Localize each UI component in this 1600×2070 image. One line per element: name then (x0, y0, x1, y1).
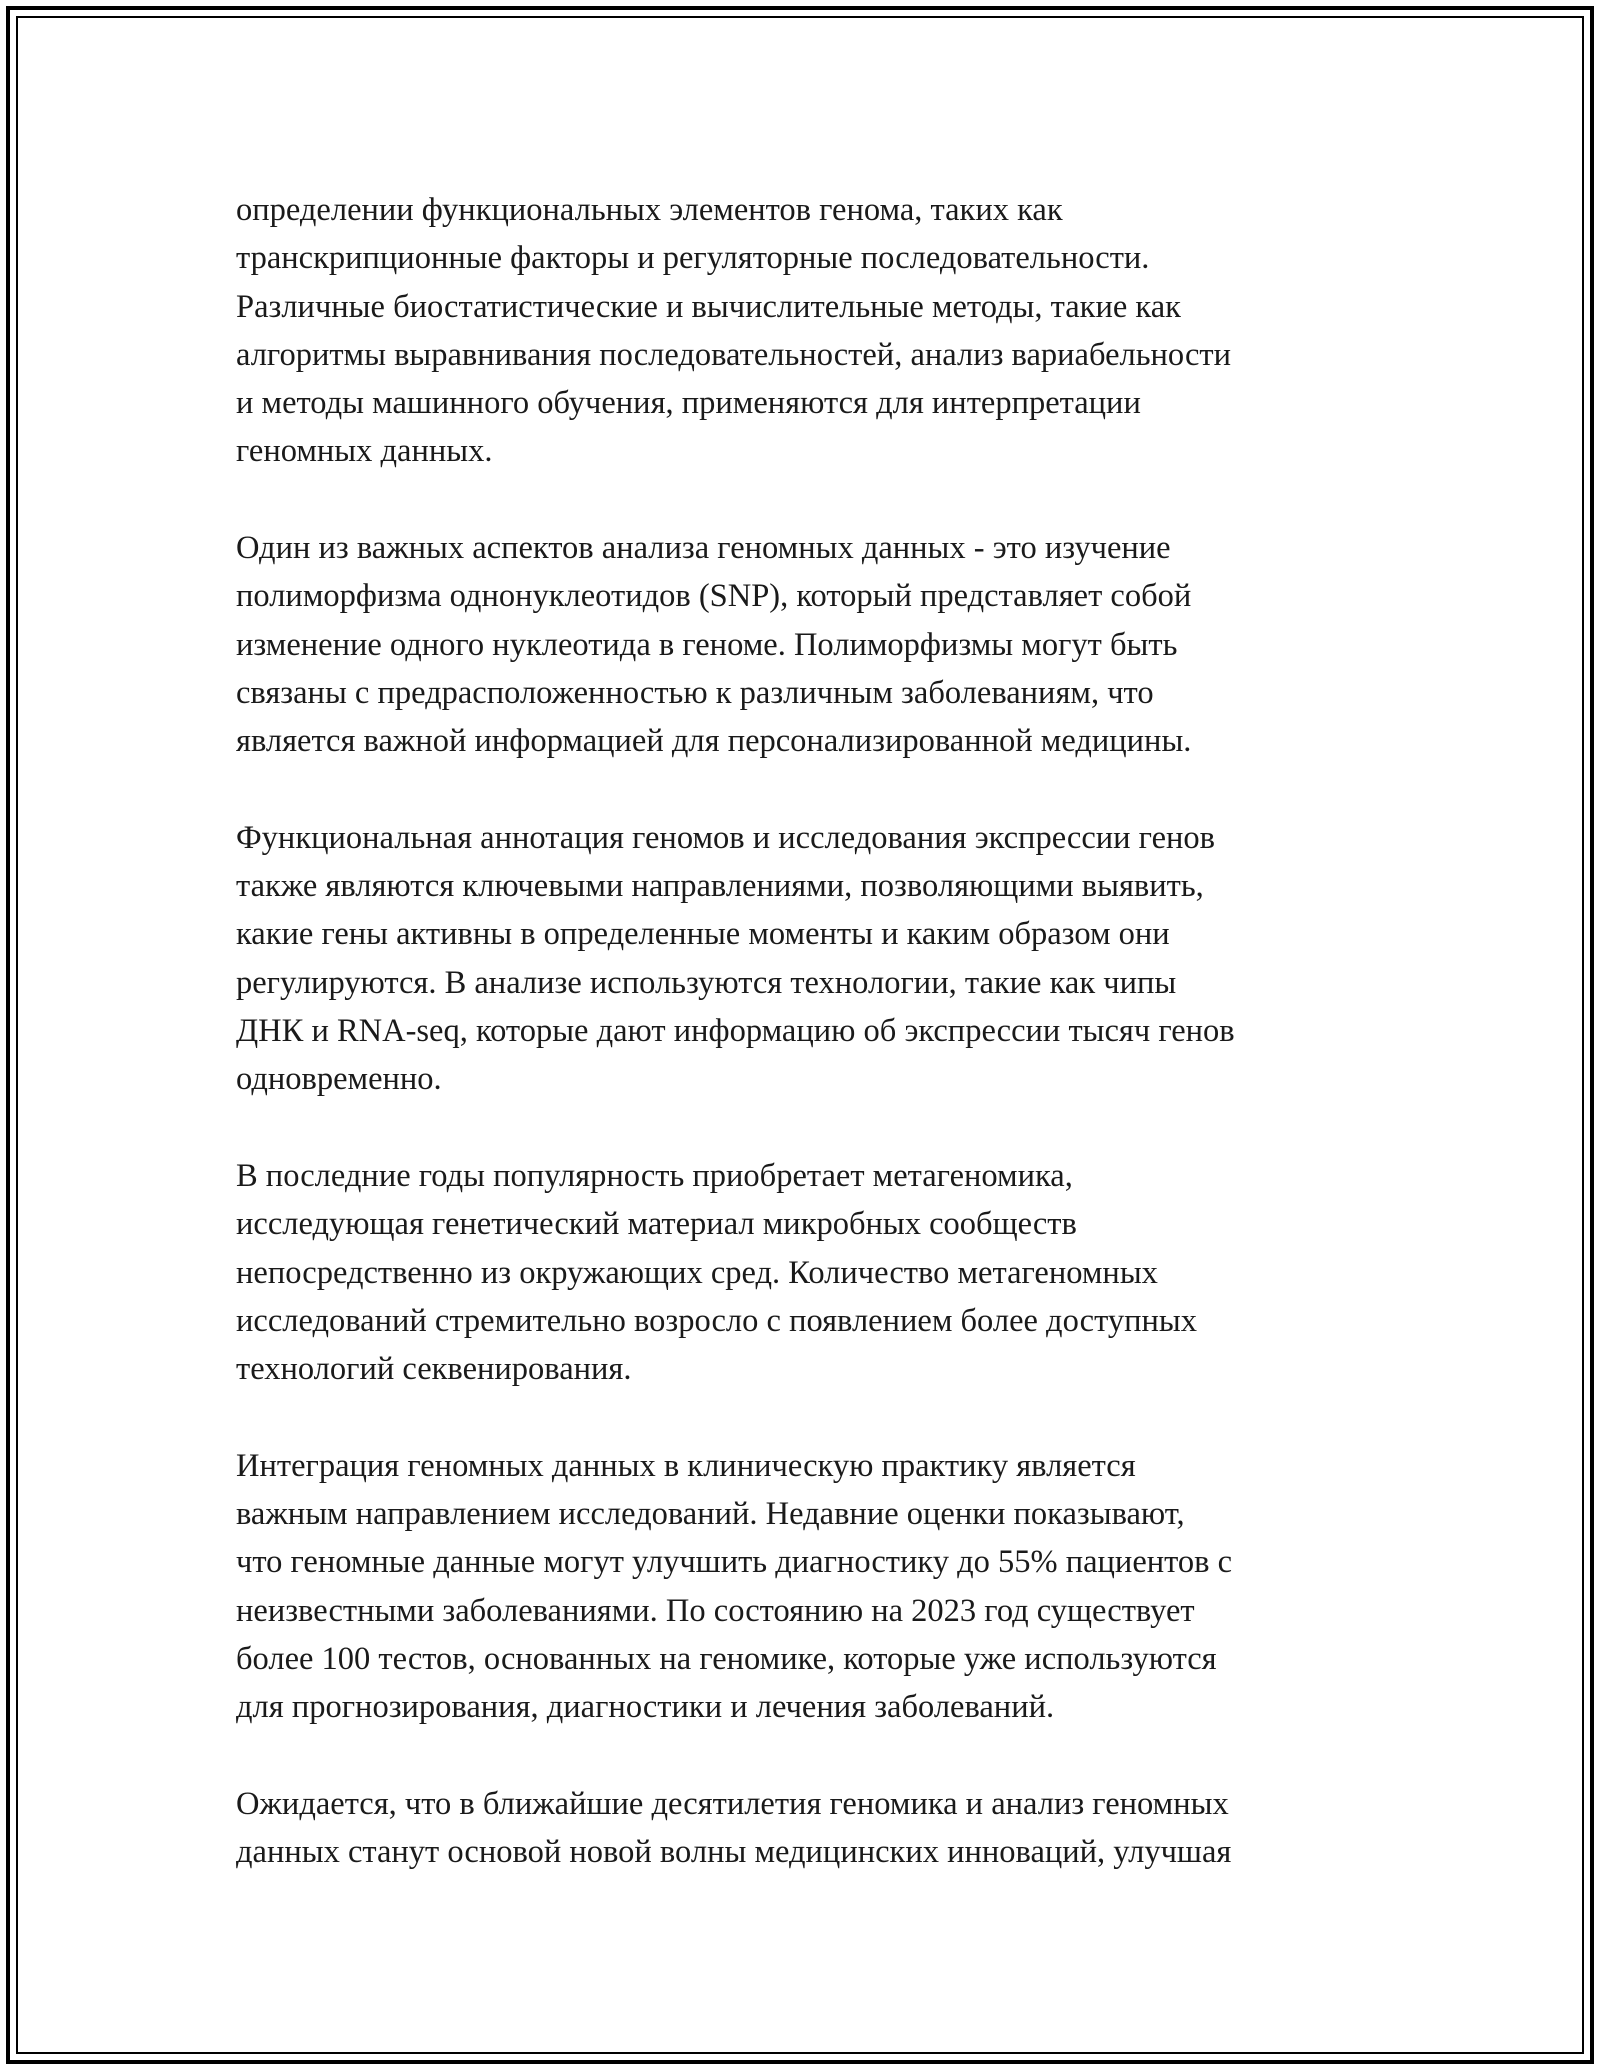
text-line: данных станут основой новой волны медицинских инноваций, улучшая (236, 1834, 1232, 1871)
paragraph-6 (236, 1780, 1396, 1877)
text-line: и методы машинного обучения, применяются для интерпретации (236, 385, 1141, 422)
paragraph-2 (236, 524, 1396, 765)
text-line: изменение одного нуклеотида в геноме. Полиморфизмы могут быть (236, 626, 1178, 663)
paragraph-3 (236, 814, 1396, 1104)
text-line: регулируются. В анализе используются технологии, такие как чипы (236, 964, 1177, 1001)
paragraph-4 (236, 1152, 1396, 1393)
text-line: геномных данных. (236, 433, 493, 470)
text-line: что геномные данные могут улучшить диагностику до 55% пациентов с (236, 1544, 1233, 1581)
text-line: Интеграция геномных данных в клиническую практику является (236, 1447, 1136, 1484)
text-line: Один из важных аспектов анализа геномных данных - это изучение (236, 530, 1171, 567)
text-line: технологий секвенирования. (236, 1351, 632, 1388)
text-line: исследований стремительно возросло с появлением более доступных (236, 1302, 1197, 1339)
text-line: Ожидается, что в ближайшие десятилетия геномика и анализ геномных (236, 1785, 1229, 1822)
text-line: важным направлением исследований. Недавние оценки показывают, (236, 1496, 1185, 1533)
text-line: одновременно. (236, 1061, 442, 1098)
paragraph-5 (236, 1442, 1396, 1732)
text-line: алгоритмы выравнивания последовательностей, анализ вариабельности (236, 336, 1232, 373)
text-line: Функциональная аннотация геномов и исследования экспрессии генов (236, 819, 1215, 856)
text-line: ДНК и RNA-seq, которые дают информацию об экспрессии тысяч генов (236, 1013, 1235, 1050)
text-line: является важной информацией для персонализированной медицины. (236, 723, 1192, 760)
text-line: Различные биостатистические и вычислительные методы, такие как (236, 288, 1181, 325)
text-line: непосредственно из окружающих сред. Количество метагеномных (236, 1254, 1158, 1291)
text-line: для прогнозирования, диагностики и лечения заболеваний. (236, 1689, 1055, 1726)
text-line: какие гены активны в определенные моменты и каким образом они (236, 916, 1170, 953)
document-body (236, 186, 1396, 1925)
text-line: полиморфизма однонуклеотидов (SNP), который представляет собой (236, 578, 1192, 615)
paragraph-1 (236, 186, 1396, 476)
text-line: неизвестными заболеваниями. По состоянию на 2023 год существует (236, 1592, 1195, 1629)
text-line: определении функциональных элементов генома, таких как (236, 192, 1063, 228)
text-line: В последние годы популярность приобретает метагеномика, (236, 1157, 1073, 1194)
text-line: исследующая генетический материал микробных сообществ (236, 1206, 1077, 1243)
text-line: более 100 тестов, основанных на геномике, которые уже используются (236, 1640, 1217, 1677)
text-line: транскрипционные факторы и регуляторные последовательности. (236, 240, 1150, 277)
text-line: связаны с предрасположенностью к различным заболеваниям, что (236, 674, 1154, 711)
text-line: также являются ключевыми направлениями, позволяющими выявить, (236, 868, 1204, 905)
